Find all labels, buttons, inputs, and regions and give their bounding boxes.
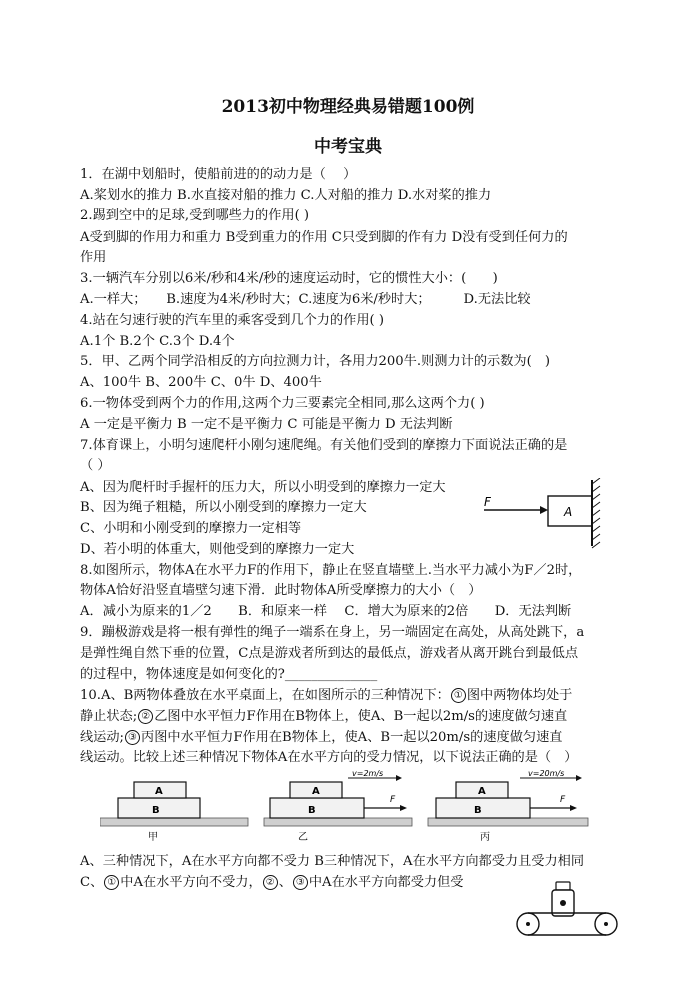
q1-options: A.桨划水的推力 B.水直接对船的推力 C.人对船的推力 D.水对桨的推力 [80,188,492,203]
case-yi [264,770,412,843]
q10-line-2 [80,708,567,726]
q7-option-c: C、小明和小刚受到的摩擦力一定相等 [80,521,302,536]
q10-intro: 10.A、B两物体叠放在水平桌面上，在如图所示的三种情况下： [80,688,450,703]
force-label: F [484,495,491,509]
conveyor-figure [510,876,626,940]
q7-option-a: A、因为爬杆时手握杆的压力大，所以小明受到的摩擦力一定大 [80,480,446,495]
q10-case-3: 丙图中水平恒力F作用在B物体上，使A、B一起以20m/s的速度做匀速直 [141,730,563,745]
case-bing [428,770,588,843]
three-cases-figure [100,770,600,844]
q5-stem: 5．甲、乙两个同学沿相反的方向拉测力计，各用力200牛.则测力计的示数为( ) [80,354,551,369]
q10-option-c: C、 ① 中A在水平方向不受力， ② 、 ③ 中A在水平方向都受力但受 [80,875,464,890]
document-title: 2013初中物理经典易错题100例 [221,97,475,117]
q3-stem: 3.一辆汽车分别以6米/秒和4米/秒的速度运动时，它的惯性大小：( ) [80,271,498,286]
q7-option-d: D、若小明的体重大，则他受到的摩擦力一定大 [80,542,355,557]
circled-number: ③ [125,730,140,745]
q4-stem: 4.站在匀速行驶的汽车里的乘客受到几个力的作用( ) [80,313,384,328]
document-subtitle: 中考宝典 [314,137,382,157]
q7-stem: 7.体育课上，小明匀速爬杆小刚匀速爬绳。有关他们受到的摩擦力下面说法正确的是 [80,438,568,453]
q10-option-ab: A、三种情况下，A在水平方向都不受力 B三种情况下，A在水平方向都受力且受力相同 [80,854,585,869]
q8-stem-cont: 物体A恰好沿竖直墙壁匀速下滑．此时物体A所受摩擦力的大小（ ） [80,583,482,598]
circled-number: ② [138,709,153,724]
q6-options: A 一定是平衡力 B 一定不是平衡力 C 可能是平衡力 D 无法判断 [80,417,453,432]
q10-motion: 线运动; [80,730,125,745]
case-caption: 丙 [480,832,490,843]
q2-options: A受到脚的作用力和重力 B受到重力的作用 C只受到脚的作有力 D没有受到任何力的 [80,230,568,245]
case-caption: 甲 [148,832,158,843]
q4-options: A.1个 B.2个 C.3个 D.4个 [80,334,235,349]
circled-number: ① [451,688,466,703]
block-b-label: B [474,805,482,816]
q10-case-1: 图中两物体均处于 [466,688,573,703]
force-label: F [560,795,566,805]
q5-options: A、100牛 B、200牛 C、0牛 D、400牛 [80,375,322,390]
circled-number: ③ [293,875,308,890]
q9-stem-cont: 是弹性绳自然下垂的位置，C点是游戏者所到达的最低点，游戏者从离开跳台到最低点 [80,646,579,661]
q2-stem: 2.踢到空中的足球,受到哪些力的作用( ) [80,208,310,223]
q10-line-4: 线运动。比较上述三种情况下物体A在水平方向的受力情况，以下说法正确的是（ ） [80,750,578,765]
q9-stem: 9．蹦极游戏是将一根有弹性的绳子一端系在身上，另一端固定在高处，从高处跳下，a [80,625,585,640]
q8-options: A．减小为原来的1／2 B．和原来一样 C．增大为原来的2倍 D．无法判断 [80,604,572,619]
q7-option-b: B、因为绳子粗糙，所以小刚受到的摩擦力一定大 [80,500,367,515]
q1-stem: 1．在湖中划船时，使船前进的的动力是（ ） [80,167,357,182]
q10-line-3 [80,729,562,747]
wall-block-figure [478,478,610,550]
q3-options: A.一样大； B.速度为4米/秒时大；C.速度为6米/秒时大； D.无法比较 [80,292,531,307]
block-b-label: B [308,805,316,816]
case-caption: 乙 [298,832,308,843]
circled-number: ① [104,875,119,890]
speed-label: v=2m/s [352,770,384,778]
q10-line-1 [80,687,572,705]
block-label: A [564,505,573,519]
block-a-label: A [312,786,320,797]
case-jia [100,782,248,843]
force-label: F [390,795,396,805]
block-b-label: B [152,805,160,816]
q2-options-cont: 作用 [80,250,107,265]
q10-case-2: 乙图中水平恒力F作用在B物体上，使A、B一起以2m/s的速度做匀速直 [154,709,568,724]
q8-stem: 8.如图所示，物体A在水平力F的作用下，静止在竖直墙壁上.当水平力减小为F／2时， [80,563,582,578]
q9-stem-end: 的过程中，物体速度是如何变化的?______________ [80,667,378,682]
q10-static: 静止状态; [80,709,138,724]
block-a-label: A [478,786,486,797]
q7-stem-cont: （ ） [80,458,111,473]
speed-label: v=20m/s [528,770,565,778]
block-a-label: A [155,786,163,797]
circled-number: ② [263,875,278,890]
q6-stem: 6.一物体受到两个力的作用,这两个力三要素完全相同,那么这两个力( ) [80,396,485,411]
